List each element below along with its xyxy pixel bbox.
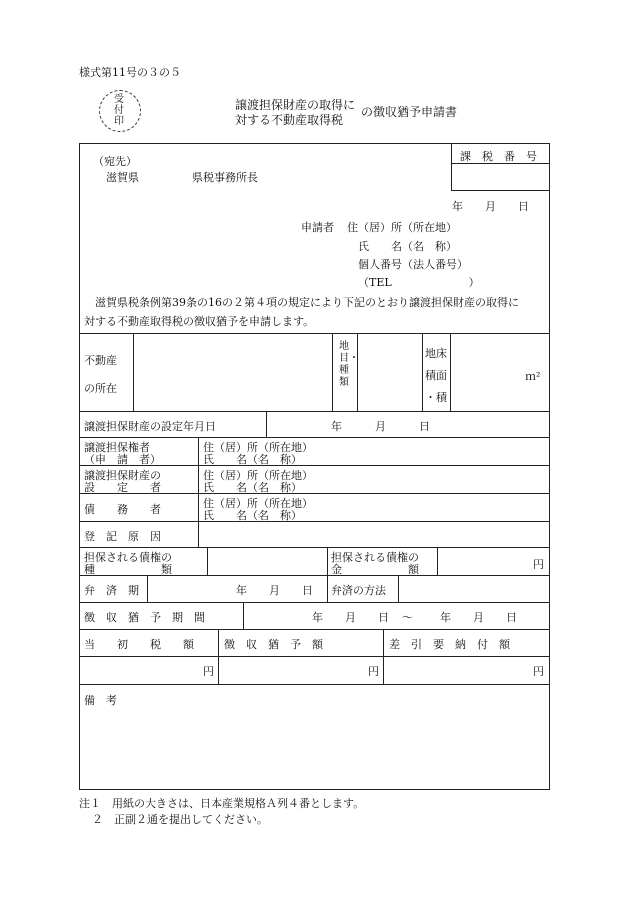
registration-cause-label: 登 記 原 因 [84,530,161,543]
row-line-1 [79,411,550,412]
title-line-3: の徴収猶予申請書 [361,105,458,119]
repay-v1 [147,575,148,602]
debtor-name-label: 氏 名（名 称） [203,509,302,522]
holder-name-label: 氏 名（名 称） [203,453,302,466]
establish-date-divider [266,411,267,437]
applicant-personal-number-label: 個人番号（法人番号） [358,258,468,271]
applicant-address-label: 住（居）所（所在地） [347,221,457,234]
applicant-tel-label: （TEL ） [358,276,480,289]
balance-label: 差 引 要 納 付 額 [389,638,510,651]
setter-label-2: 設 定 者 [84,481,161,494]
claim-v3 [437,547,438,575]
claim-type-label-1: 担保される債権の [84,551,172,564]
property-v4 [422,333,423,411]
holder-label-1: 譲渡担保権者 [84,441,150,454]
claim-v2 [327,547,328,575]
row-line-2 [79,437,550,438]
deferral-period-label: 徴 収 猶 予 期 間 [84,611,205,624]
row-line-9 [79,629,550,630]
claim-amount-label-1: 担保される債権の [331,551,419,564]
addressee-prefix: （宛先） [93,155,137,168]
title-line-1: 譲渡担保財産の取得に [235,98,356,112]
applicant-label: 申請者 [301,221,334,234]
row-line-3 [79,465,550,466]
area-unit: ｍ² [525,370,541,383]
applicant-name-label: 氏 名（名 称） [358,240,457,253]
row-line-6 [79,547,550,548]
holder-address-label: 住（居）所（所在地） [203,441,313,454]
setter-label-1: 譲渡担保財産の [84,469,161,482]
property-top-line [79,333,550,334]
initial-tax-yen: 円 [203,665,214,678]
repayment-method-label: 弁済の方法 [331,584,386,597]
registration-divider [198,521,199,547]
deferral-to-date: 年 月 日 [440,611,517,624]
claim-amount-yen: 円 [533,558,544,571]
tax-box-left [451,143,452,190]
row-line-11 [79,684,550,685]
floor-area-label-1: 地床 [425,347,447,360]
row-line-4 [79,493,550,494]
repay-v2 [327,575,328,602]
deferral-divider [243,602,244,629]
establish-date-label: 譲渡担保財産の設定年月日 [84,420,216,433]
deferral-wave: ～ [402,611,413,624]
debtor-address-label: 住（居）所（所在地） [203,497,313,510]
row-line-8 [79,602,550,603]
form-number: 様式第11号の３の５ [79,66,181,79]
holder-label-2: （申 請 者） [84,453,161,466]
remarks-label: 備 考 [84,694,117,707]
land-type-label: 地目・種類 [339,341,359,388]
reception-stamp-text: 受付印 [114,94,124,127]
property-location-label-1: 不動産 [84,354,117,367]
row-line-7 [79,575,550,576]
balance-yen: 円 [533,665,544,678]
repayment-period-value: 年 月 日 [236,584,313,597]
debtor-label: 債 務 者 [84,503,161,516]
deferral-from-date: 年 月 日 [312,611,389,624]
party-divider [198,437,199,521]
row-line-10 [79,656,550,657]
property-v5 [450,333,451,411]
claim-amount-label-2: 金 額 [331,563,419,576]
tax-number-label: 課 税 番 号 [460,150,537,163]
property-v3 [357,333,358,411]
addressee-prefecture: 滋賀県 [106,171,139,184]
property-v1 [133,333,134,411]
setter-address-label: 住（居）所（所在地） [203,469,313,482]
row-line-5 [79,521,550,522]
tax-box-bottom [451,190,550,191]
claim-type-label-2: 種 類 [84,563,172,576]
floor-area-label-2: 積面 [425,369,447,382]
initial-tax-label: 当 初 税 額 [84,638,194,651]
repayment-period-label: 弁 済 期 [84,584,139,597]
note-1: 注１ 用紙の大きさは、日本産業規格Ａ列４番とします。 [79,797,365,810]
note-2: ２ 正副２通を提出してください。 [92,813,268,826]
property-location-label-2: の所在 [84,382,117,395]
statement-line-2: 対する不動産取得税の徴収猶予を申請します。 [84,315,315,328]
floor-area-label-3: ・積 [425,391,447,404]
establish-date-value: 年 月 日 [331,420,430,433]
claim-v1 [207,547,208,575]
deferral-amount-yen: 円 [368,665,379,678]
application-date: 年 月 日 [452,200,529,213]
repay-v3 [398,575,399,602]
statement-line-1: 滋賀県税条例第39条の16の２第４項の規定により下記のとおり譲渡担保財産の取得に [84,296,519,309]
setter-name-label: 氏 名（名 称） [203,481,302,494]
addressee-office: 県税事務所長 [192,171,258,184]
property-v2 [332,333,333,411]
title-line-2: 対する不動産取得税 [235,113,344,127]
deferral-amount-label: 徴 収 猶 予 額 [224,638,323,651]
